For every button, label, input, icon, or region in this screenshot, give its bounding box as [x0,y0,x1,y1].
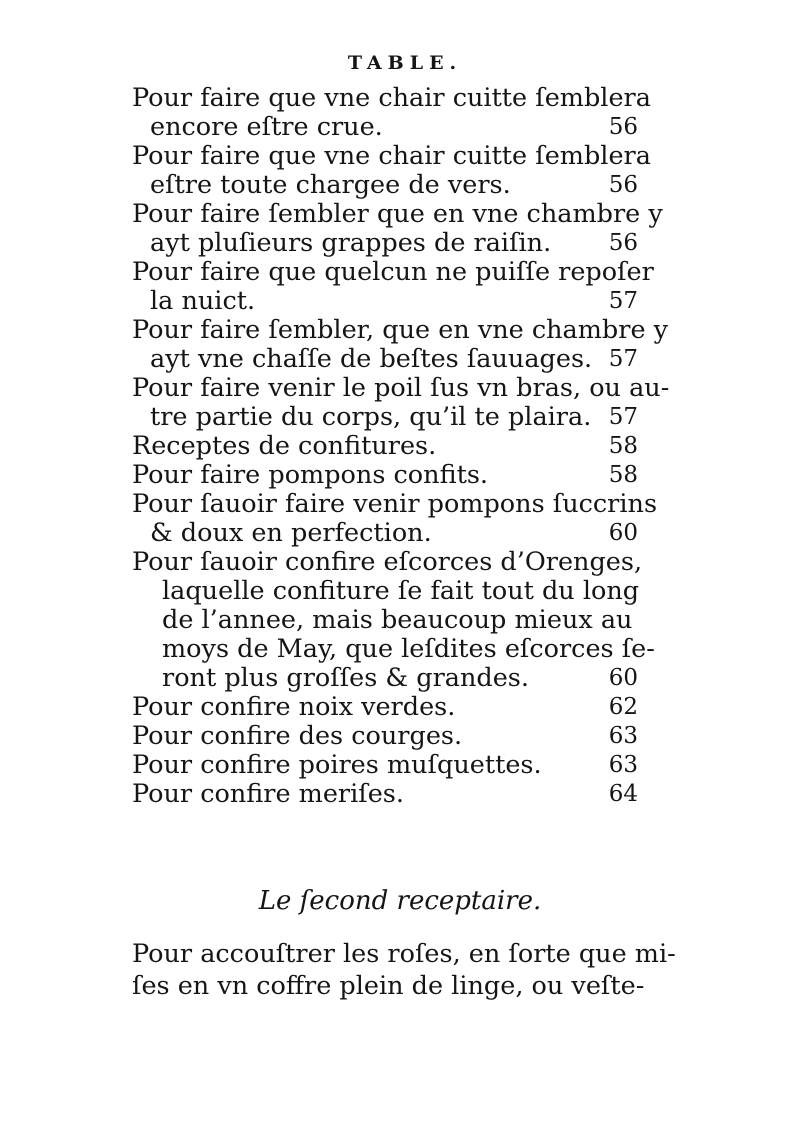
toc-entry-text: moys de May, que leſdites eſcorces ſe- [162,634,655,664]
toc-entry-line [132,141,651,171]
toc-entry-text: & doux en perfection. [150,518,432,548]
toc-entry-text: la nuict. [150,286,256,316]
toc-entry [132,547,655,693]
toc-entry-text: de l’annee, mais beaucoup mieux au [162,605,633,635]
toc-page-number: 57 [608,404,638,430]
toc-entry-line [132,489,658,519]
toc-entry [132,83,651,142]
toc-entry-line [132,403,642,432]
toc-entry-line [132,664,642,693]
toc-entry-text: encore eſtre crue. [150,112,383,142]
toc-page-number: 64 [608,781,638,807]
toc-entry-text: laquelle confiture ſe fait tout du long [162,576,640,606]
toc-entry-line [132,287,642,316]
toc-entry-text: Pour confire noix verdes. [132,692,456,722]
toc-entry-line [132,519,642,548]
toc-entry [132,489,658,548]
toc-page-number: 58 [608,462,638,488]
toc-entry-line [132,780,642,809]
toc-entry-line [132,113,642,142]
running-head: TABLE. [347,52,463,74]
toc-entry-text: tre partie du corps, qu’il te plaira. [150,402,592,432]
toc-entry-text: ayt pluſieurs grappes de raiſin. [150,228,552,258]
toc-entry-text: Pour faire que vne chair cuitte ſemblera [132,141,651,171]
toc-entry-line [132,461,642,490]
toc-entry-text: Pour confire meriſes. [132,779,404,809]
toc-entry-line [132,257,654,287]
section-heading: Le ſecond receptaire. [258,886,542,916]
toc-page-number: 60 [608,665,638,691]
toc-entry-text: Pour faire ſembler que en vne chambre y [132,199,663,229]
toc-page-number: 62 [608,694,638,720]
toc-entry-line [132,634,655,664]
toc-entry-line [132,432,642,461]
toc-entry-line [132,751,642,780]
toc-entry [132,751,642,780]
toc-page-number: 56 [608,172,638,198]
toc-entry-line [132,373,670,403]
toc-entry-text: Pour ſauoir confire eſcorces d’Orenges, [132,547,643,577]
toc-page-number: 56 [608,114,638,140]
toc-entry-text: Receptes de confitures. [132,431,437,461]
toc-entry-line [132,606,642,635]
table-of-contents [132,83,670,809]
toc-page-number: 58 [608,433,638,459]
toc-entry [132,315,669,374]
body-text-line: Pour accouſtrer les roſes, en ſorte que mi- [132,939,676,969]
toc-entry-line [132,722,642,751]
toc-entry-line [132,315,669,345]
toc-entry [132,693,642,722]
toc-entry [132,373,670,432]
toc-entry-line [132,693,642,722]
toc-entry-text: Pour confire des courges. [132,721,463,751]
toc-page-number: 63 [608,752,638,778]
toc-entry-text: Pour confire poires muſquettes. [132,750,542,780]
toc-entry-text: Pour faire que vne chair cuitte ſemblera [132,83,651,113]
toc-entry [132,780,642,809]
toc-page-number: 63 [608,723,638,749]
toc-entry-text: Pour ſauoir faire venir pompons ſuccrins [132,489,658,519]
toc-entry [132,432,642,461]
toc-entry-text: Pour faire ſembler, que en vne chambre y [132,315,669,345]
toc-page-number: 60 [608,520,638,546]
toc-page-number: 57 [608,288,638,314]
toc-entry-line [132,345,642,374]
toc-page-number: 57 [608,346,638,372]
toc-entry-text: Pour faire venir le poil ſus vn bras, ou au- [132,373,670,403]
toc-entry [132,722,642,751]
toc-entry-line [132,83,651,113]
toc-page-number: 56 [608,230,638,256]
body-text-line: ſes en vn coffre plein de linge, ou veſte- [132,971,645,1001]
toc-entry [132,257,654,316]
toc-entry [132,461,642,490]
toc-entry-text: eſtre toute chargee de vers. [150,170,511,200]
toc-entry-line [132,577,642,606]
toc-entry-line [132,171,642,200]
toc-entry [132,141,651,200]
body-text [132,938,676,1002]
toc-entry-line [132,229,642,258]
toc-entry-text: Pour faire pompons confits. [132,460,489,490]
toc-entry-text: ront plus groſſes & grandes. [162,663,529,693]
toc-entry-line [132,548,642,577]
toc-entry [132,199,663,258]
toc-entry-line [132,199,663,229]
toc-entry-text: ayt vne chaſſe de beſtes ſauuages. [150,344,593,374]
toc-entry-text: Pour faire que quelcun ne puiſſe repoſer [132,257,654,287]
